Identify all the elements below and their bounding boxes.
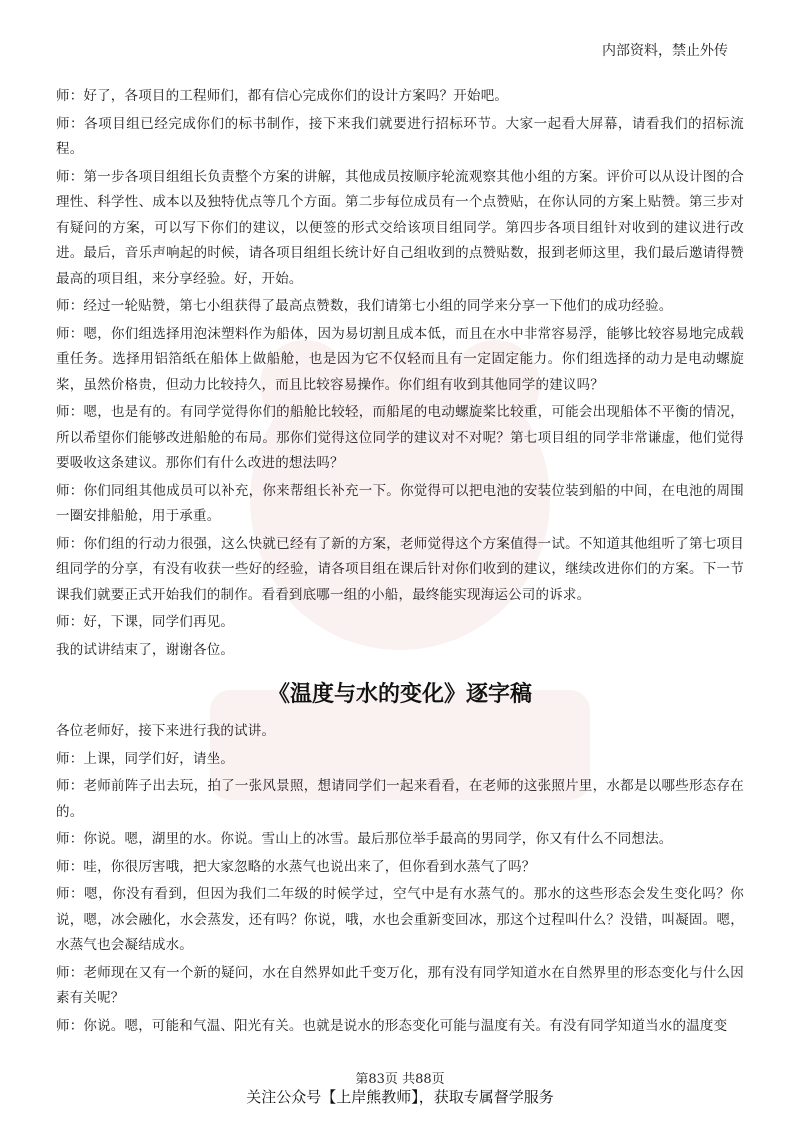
paragraph: 师：哇，你很厉害哦，把大家忽略的水蒸气也说出来了，但你看到水蒸气了吗？ (56, 858, 536, 875)
paragraph: 师：老师现在又有一个新的疑问，水在自然界如此千变万化，那有没有同学知道水在自然界里的形态变化与什么因素有关呢？ (56, 964, 744, 1006)
paragraph: 师：各项目组已经完成你们的标书制作，接下来我们就要进行招标环节。大家一起看大屏幕，请看我们的招标流程。 (56, 115, 744, 157)
paragraph: 师：经过一轮贴赞，第七小组获得了最高点赞数，我们请第七小组的同学来分享一下他们的成功经验。 (56, 298, 673, 314)
paragraph: 各位老师好，接下来进行我的试讲。 (56, 723, 276, 739)
paragraph: 师：你说。嗯，可能和气温、阳光有关。也就是说水的形态变化可能与温度有关。有没有同学知道当水的温度变 (56, 1017, 728, 1034)
paragraph: 我的试讲结束了，谢谢各位。 (56, 641, 235, 658)
page-number: 第83页 共88页 (355, 1072, 445, 1087)
transcript-section-current (56, 719, 744, 1041)
transcript-section-previous (56, 84, 744, 665)
confidential-note: 内部资料，禁止外传 (602, 43, 728, 59)
paragraph: 师：老师前阵子出去玩，拍了一张风景照，想请同学们一起来看看，在老师的这张照片里，水都是以哪些形态存在的。 (56, 778, 744, 820)
paragraph: 师：你们组的行动力很强，这么快就已经有了新的方案，老师觉得这个方案值得一试。不知道其他组听了第七项目组同学的分享，有没有收获一些好的经验，请各项目组在课后针对你们收到的建议，继续改进你们的方案。下一节课我们就要正式开始我们的制作。看看到底哪一组的小船，最终能实现海运公司的诉求。 (56, 535, 744, 603)
paragraph: 师：你说。嗯，湖里的水。你说。雪山上的冰雪。最后那位举手最高的男同学，你又有什么不同想法。 (56, 831, 673, 847)
document-title: 《温度与水的变化》逐字稿 (267, 682, 532, 707)
footer-promo-note: 关注公众号【上岸熊教师】，获取专属督学服务 (246, 1088, 554, 1106)
paragraph: 师：第一步各项目组组长负责整个方案的讲解，其他成员按顺序轮流观察其他小组的方案。评价可以从设计图的合理性、科学性、成本以及独特优点等几个方面。第二步每位成员有一个点赞贴，在你认同的方案上贴赞。第三步对有疑问的方案，可以写下你们的建议，以便签的形式交给该项目组同学。第四步各项目组针对收到的建议进行改进。最后，音乐声响起的时候，请各项目组组长统计好自己组收到的点赞贴数，报到老师这里，我们最后邀请得赞最高的项目组，来分享经验。好，开始。 (56, 168, 744, 287)
page-footer (0, 1073, 800, 1107)
paragraph: 师：你们同组其他成员可以补充，你来帮组长补充一下。你觉得可以把电池的安装位装到船的中间，在电池的周围一圈安排船舱，用于承重。 (56, 482, 744, 524)
paragraph: 师：上课，同学们好，请坐。 (56, 750, 235, 767)
paragraph: 师：嗯，你们组选择用泡沫塑料作为船体，因为易切割且成本低，而且在水中非常容易浮，能够比较容易地完成载重任务。选择用铝箔纸在船体上做船舱，也是因为它不仅轻而且有一定固定能力。你们组选择的动力是电动螺旋桨，虽然价格贵，但动力比较持久，而且比较容易操作。你们组有收到其他同学的建议吗？ (56, 325, 744, 393)
paragraph: 师：好了，各项目的工程师们，都有信心完成你们的设计方案吗？开始吧。 (56, 88, 509, 104)
paragraph: 师：好，下课，同学们再见。 (56, 614, 235, 630)
paragraph: 师：嗯，也是有的。有同学觉得你们的船舱比较轻，而船尾的电动螺旋桨比较重，可能会出现船体不平衡的情况，所以希望你们能够改进船舱的布局。那你们觉得这位同学的建议对不对呢？第七项目组的同学非常谦虚，他们觉得要吸收这条建议。那你们有什么改进的想法吗？ (56, 404, 744, 471)
paragraph: 师：嗯，你没有看到，但因为我们二年级的时候学过，空气中是有水蒸气的。那水的这些形态会发生变化吗？你说，嗯，冰会融化，水会蒸发，还有吗？你说，哦，水也会重新变回冰，那这个过程叫什么？没错，叫凝固。嗯，水蒸气也会凝结成水。 (56, 886, 744, 953)
